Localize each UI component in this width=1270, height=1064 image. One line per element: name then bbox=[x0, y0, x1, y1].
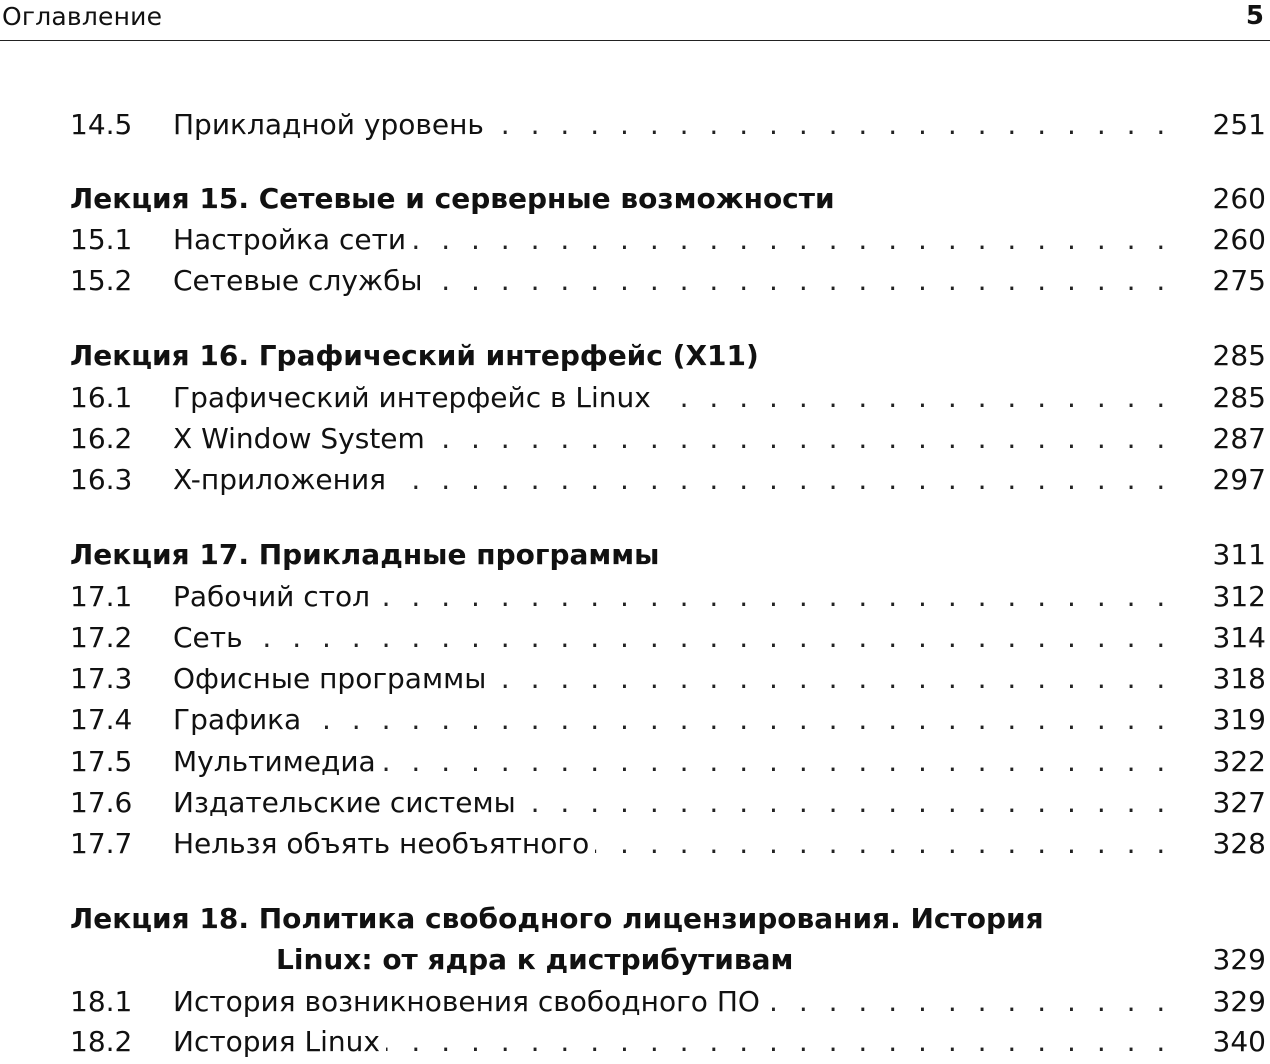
page-ref: 322 bbox=[1212, 745, 1266, 778]
toc-entry-17-1[interactable] bbox=[0, 579, 1270, 615]
chapter-title: Лекция 15. Сетевые и серверные возможности bbox=[70, 182, 835, 215]
toc-entry-18-2[interactable] bbox=[0, 1024, 1270, 1060]
page-ref: 287 bbox=[1212, 422, 1266, 455]
page-ref: 328 bbox=[1212, 827, 1266, 860]
toc-entry-16-3[interactable] bbox=[0, 462, 1270, 498]
toc-entry-16-2[interactable] bbox=[0, 421, 1270, 457]
section-number: 18.2 bbox=[70, 1025, 133, 1058]
toc-entry-17-6[interactable] bbox=[0, 785, 1270, 821]
section-title: Сетевые службы bbox=[173, 263, 429, 299]
section-title: Настройка сети bbox=[173, 222, 412, 258]
section-number: 14.5 bbox=[70, 108, 133, 141]
page-ref: 329 bbox=[1212, 943, 1266, 976]
section-number: 17.2 bbox=[70, 621, 133, 654]
dot-leader bbox=[173, 620, 1174, 656]
section-title: Рабочий стол bbox=[173, 579, 376, 615]
toc-chapter-18-line1[interactable] bbox=[0, 901, 1270, 937]
page-ref: 340 bbox=[1212, 1025, 1266, 1058]
toc-entry-17-7[interactable] bbox=[0, 826, 1270, 862]
section-title: Прикладной уровень bbox=[173, 107, 490, 143]
section-title: Нельзя объять необъятного bbox=[173, 826, 595, 862]
toc-entry-16-1[interactable] bbox=[0, 380, 1270, 416]
section-number: 17.3 bbox=[70, 662, 133, 695]
section-title: Мультимедиа bbox=[173, 744, 382, 780]
page-ref: 314 bbox=[1212, 621, 1266, 654]
section-title: X Window System bbox=[173, 421, 431, 457]
section-title: Графика bbox=[173, 702, 307, 738]
toc-entry-18-1[interactable] bbox=[0, 984, 1270, 1020]
dot-leader bbox=[173, 702, 1174, 738]
section-title: История возникновения свободного ПО bbox=[173, 984, 766, 1020]
page-ref: 311 bbox=[1212, 538, 1266, 571]
page-ref: 312 bbox=[1212, 580, 1266, 613]
page-number: 5 bbox=[1245, 1, 1264, 31]
page-ref: 285 bbox=[1212, 339, 1266, 372]
toc-entry-17-2[interactable] bbox=[0, 620, 1270, 656]
section-title: История Linux bbox=[173, 1024, 386, 1060]
chapter-title: Лекция 17. Прикладные программы bbox=[70, 538, 660, 571]
page-ref: 327 bbox=[1212, 786, 1266, 819]
page-ref: 251 bbox=[1212, 108, 1266, 141]
toc-chapter-17[interactable] bbox=[0, 537, 1270, 573]
toc-entry-15-2[interactable] bbox=[0, 263, 1270, 299]
page-ref: 285 bbox=[1212, 381, 1266, 414]
section-number: 17.6 bbox=[70, 786, 133, 819]
section-title: X-приложения bbox=[173, 462, 392, 498]
running-title: Оглавление bbox=[2, 2, 163, 31]
section-number: 15.2 bbox=[70, 264, 133, 297]
section-number: 17.4 bbox=[70, 703, 133, 736]
toc-entry-15-1[interactable] bbox=[0, 222, 1270, 258]
chapter-title: Лекция 16. Графический интерфейс (X11) bbox=[70, 339, 759, 372]
page-ref: 260 bbox=[1212, 223, 1266, 256]
section-title: Графический интерфейс в Linux bbox=[173, 380, 657, 416]
section-number: 17.7 bbox=[70, 827, 133, 860]
section-title: Офисные программы bbox=[173, 661, 492, 697]
page-ref: 318 bbox=[1212, 662, 1266, 695]
section-number: 16.3 bbox=[70, 463, 133, 496]
page-ref: 329 bbox=[1212, 985, 1266, 1018]
chapter-title-continued: Linux: от ядра к дистрибутивам bbox=[276, 943, 794, 976]
section-number: 17.5 bbox=[70, 745, 133, 778]
section-number: 15.1 bbox=[70, 223, 133, 256]
toc-entry-17-3[interactable] bbox=[0, 661, 1270, 697]
toc-chapter-18-line2[interactable] bbox=[0, 942, 1270, 978]
chapter-title: Лекция 18. Политика свободного лицензирования. История bbox=[70, 902, 1044, 935]
toc-entry-17-5[interactable] bbox=[0, 744, 1270, 780]
toc-chapter-16[interactable] bbox=[0, 338, 1270, 374]
section-title: Издательские системы bbox=[173, 785, 522, 821]
toc-chapter-15[interactable] bbox=[0, 181, 1270, 217]
page-ref: 297 bbox=[1212, 463, 1266, 496]
section-number: 17.1 bbox=[70, 580, 133, 613]
page-ref: 319 bbox=[1212, 703, 1266, 736]
section-number: 16.2 bbox=[70, 422, 133, 455]
toc-entry-14-5[interactable] bbox=[0, 107, 1270, 143]
page-ref: 275 bbox=[1212, 264, 1266, 297]
section-title: Сеть bbox=[173, 620, 249, 656]
page-ref: 260 bbox=[1212, 182, 1266, 215]
toc-entry-17-4[interactable] bbox=[0, 702, 1270, 738]
section-number: 16.1 bbox=[70, 381, 133, 414]
section-number: 18.1 bbox=[70, 985, 133, 1018]
